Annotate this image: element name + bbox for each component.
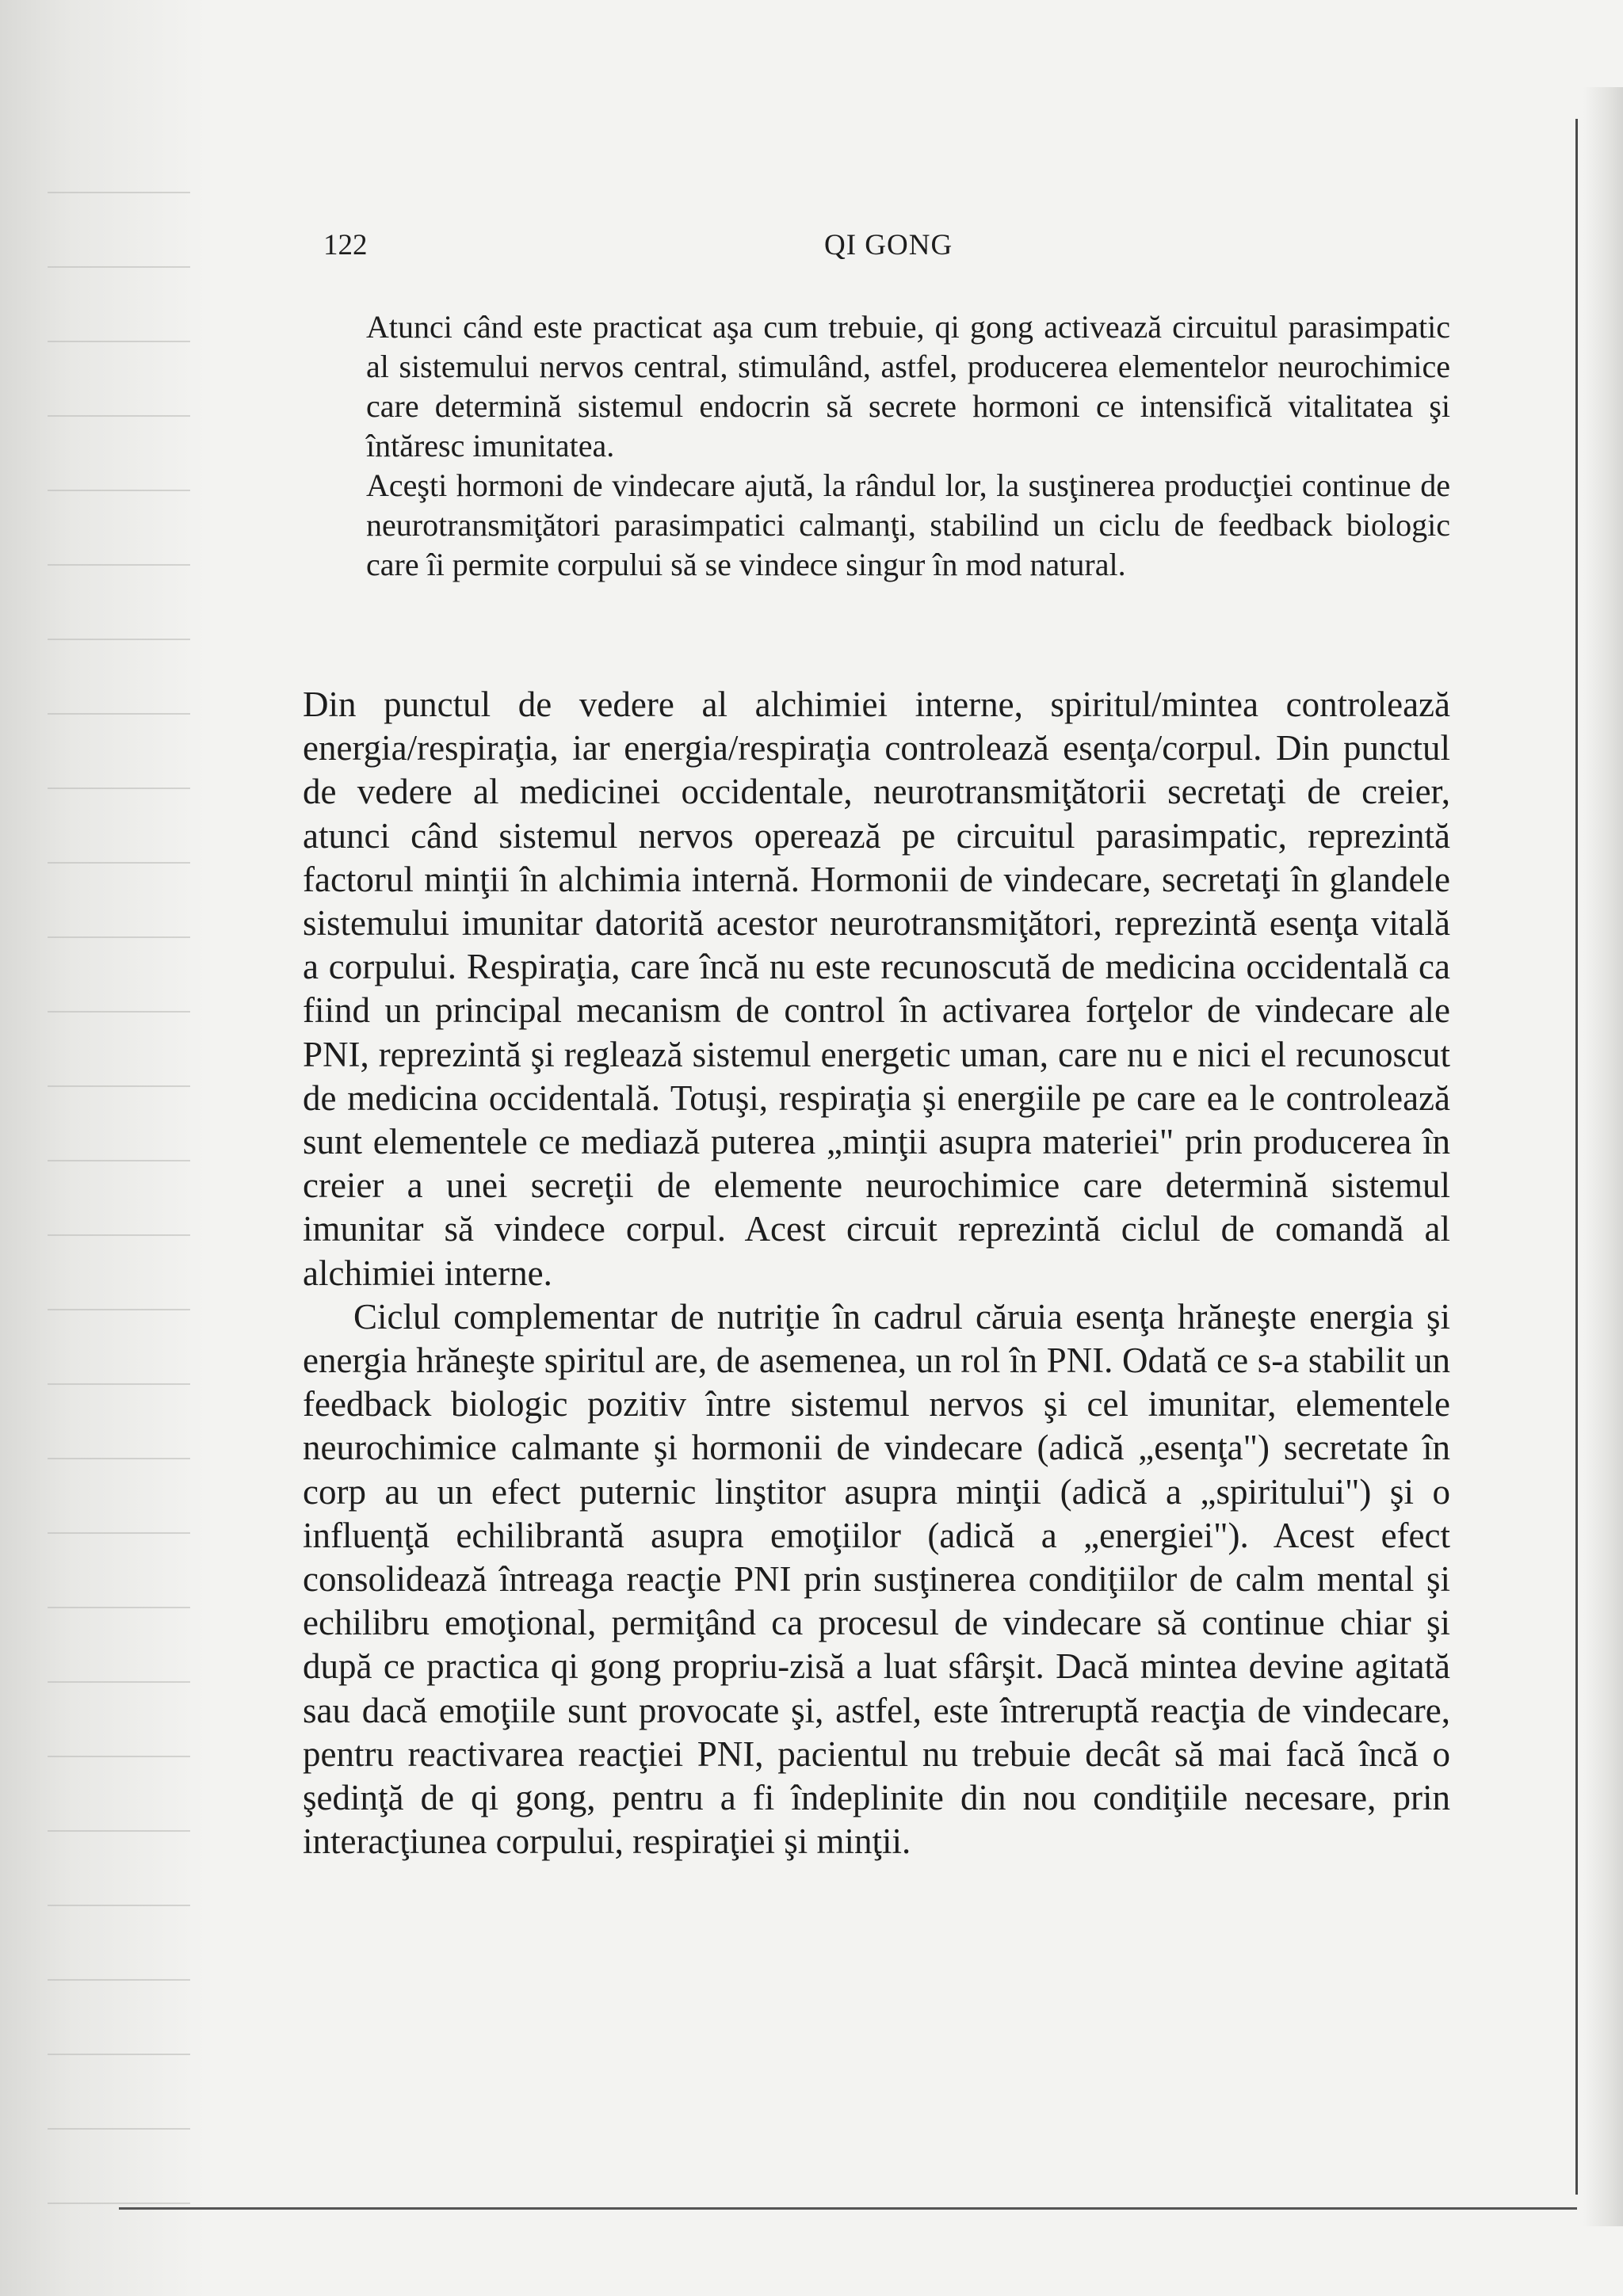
scan-right-edge (1583, 87, 1623, 2226)
scan-gutter-artifacts (48, 119, 190, 2210)
page-right-border (1575, 119, 1578, 2195)
page-number: 122 (323, 229, 368, 261)
body-text (303, 683, 1450, 1863)
summary-paragraph-1: Atunci când este practicat aşa cum trebuie, qi gong activează circuitul parasimpatic al sistemului nervos central, stimulând, astfel, producerea elementelor neurochimice care determină sistemul endocrin să secrete hormoni ce intensifică vitalitatea şi întăresc imunitatea. (366, 309, 1450, 463)
summary-box (366, 307, 1450, 585)
body-paragraph-2: Ciclul complementar de nutriţie în cadrul căruia esenţa hrăneşte energia şi energia hrăneşte spiritul are, de asemenea, un rol în PNI. Odată ce s-a stabilit un feedback biologic pozitiv între sistemul nervos şi cel imunitar, elementele neurochimice calmante şi hormonii de vindecare (adică „esenţa") secretate în corp au un efect puternic linştitor asupra minţii (adică a „spiritului") şi o influenţă echilibrantă asupra emoţiilor (adică a „energiei"). Acest efect consolidează întreaga reacţie PNI prin susţinerea condiţiilor de calm mental şi echilibru emoţional, permiţând ca procesul de vindecare să continue chiar şi după ce practica qi gong propriu-zisă a luat sfârşit. Dacă mintea devine agitată sau dacă emoţiile sunt provocate şi, astfel, este întreruptă reacţia de vindecare, pentru reactivarea reacţiei PNI, pacientul nu trebuie decât să mai facă încă o şedinţă de qi gong, pentru a fi îndeplinite din nou condiţiile necesare, prin interacţiunea corpului, respiraţiei şi minţii. (303, 1296, 1450, 1862)
body-paragraph-1: Din punctul de vedere al alchimiei interne, spiritul/mintea controlează energia/respiraţia, iar energia/respiraţia controlează esenţa/corpul. Din punctul de vedere al medicinei occidentale, neurotransmiţătorii secretaţi de creier, atunci când sistemul nervos operează pe circuitul parasimpatic, reprezintă factorul minţii în alchimia internă. Hormonii de vindecare, secretaţi în glandele sistemului imunitar datorită acestor neurotransmiţători, reprezintă esenţa vitală a corpului. Respiraţia, care încă nu este recunoscută de medicina occidentală ca fiind un principal mecanism de control în activarea forţelor de vindecare ale PNI, reprezintă şi reglează sistemul energetic uman, care nu e nici el recunoscut de medicina occidentală. Totuşi, respiraţia şi energiile pe care ea le controlează sunt elementele ce mediază puterea „minţii asupra materiei" prin producerea în creier a unei secreţii de elemente neurochimice care determină sistemul imunitar să vindece corpul. Acest circuit reprezintă ciclul de comandă al alchimiei interne. (303, 685, 1450, 1293)
summary-paragraph-2: Aceşti hormoni de vindecare ajută, la rândul lor, la susţinerea producţiei continue de neurotransmiţători parasimpatici calmanţi, stabilind un ciclu de feedback biologic care îi permite corpului să se vindece singur în mod natural. (366, 467, 1450, 582)
running-title: QI GONG (824, 229, 953, 261)
page-bottom-border (119, 2207, 1577, 2210)
